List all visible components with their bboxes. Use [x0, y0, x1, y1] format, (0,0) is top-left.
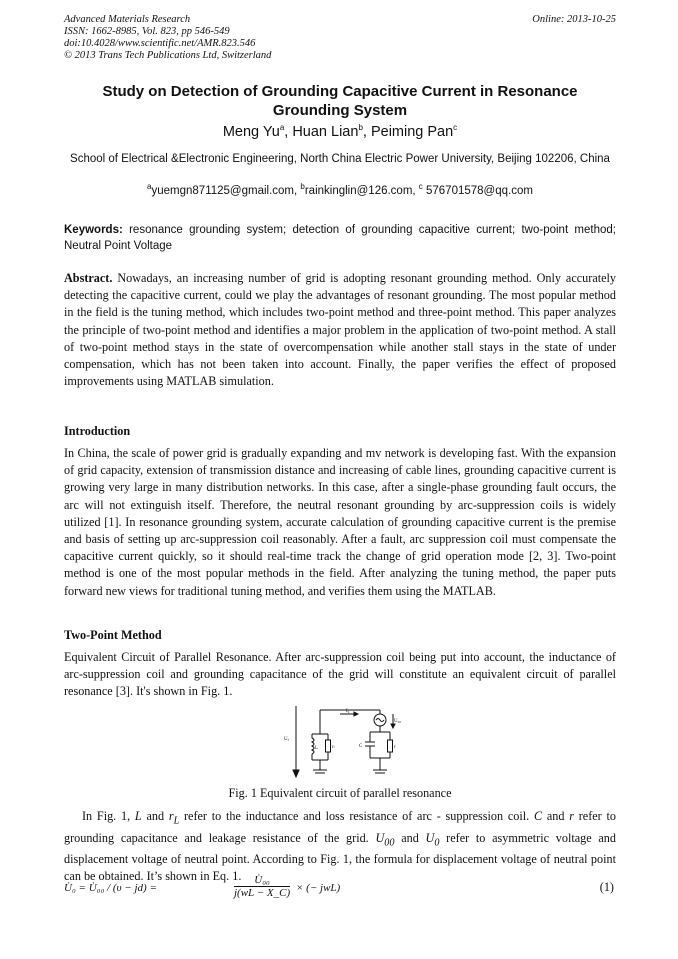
author-list: Meng Yu$^a$, Huan Lian$^b$, Peiming Pan$^c$ [222, 123, 458, 140]
author-name: Meng Yu [222, 124, 280, 140]
section-heading-introduction: Introduction [64, 424, 131, 438]
keywords [64, 222, 616, 254]
label-u00: U₀₀ [394, 719, 402, 724]
equivalent-circuit-figure [280, 700, 410, 782]
title-line-2: Grounding System [272, 102, 408, 119]
online-date: Online: 2013-10-25 [532, 14, 616, 25]
label-rl: rₗ [332, 745, 335, 750]
text-fragment: and [542, 809, 570, 823]
text-fragment: In Fig. 1, [82, 809, 135, 823]
symbol-u0-subscript: 0 [434, 837, 440, 849]
title-line-1: Study on Detection of Grounding Capacitive Current in Resonance [102, 83, 578, 100]
label-l: L [315, 746, 319, 751]
symbol-u00: U [375, 830, 385, 845]
text-fragment: refer to grounding capacitance and leakage resistance of the grid. [64, 809, 616, 845]
author-affil-mark: a [279, 123, 285, 133]
symbol-rl-subscript: L [173, 815, 180, 827]
author-name: Peiming Pan [370, 124, 454, 140]
symbol-u00-subscript: 00 [384, 837, 395, 849]
abstract-text: Nowadays, an increasing number of grid is adopting resonant grounding method. Only accurately detecting the capacitive current, could we play the advantages of resonant grounding. The most popular method in the field is the tuning method, which includes two-point method and three-point method. This paper analyzes the principle of two-point method and identifies a major problem in the application of two-point method. A stall of two-point method stays in the state of overcompensation while another stall stays in the state of under compensation, which has not been taken into account. Finally, the paper verifies the effect of proposed improvements using MATLAB simulation. [64, 271, 616, 389]
equation-rhs: × (− jwL) [296, 882, 341, 894]
text-fragment: refer to the inductance and loss resistance of arc - suppression coil. [179, 809, 534, 823]
equation-numerator: U̇₀₀ [234, 874, 290, 887]
equation-number: (1) [599, 880, 614, 894]
author-affil-mark: b [358, 123, 363, 133]
email-address[interactable]: 576701578@qq.com [426, 185, 533, 197]
label-ux: Uₓ [284, 737, 290, 742]
affiliation: School of Electrical &Electronic Engineering, North China Electric Power University, Beijing 102206, China [70, 153, 610, 165]
journal-doi: doi:10.4028/www.scientific.net/AMR.823.546 [64, 38, 256, 49]
introduction-text: In China, the scale of power grid is gradually expanding and mv network is developing fast. With the expansion of grid capacity, extension of transmission distance and increasing of cable lines, grounding capacitive current is growing very large in many distribution networks. In this case, after a single-phase grounding fault occurs, the arc will not extinguish itself. Therefore, the neutral resonant grounding by arc-suppression coils is widely utilized [1]. In resonance grounding system, accurate calculation of grounding capacitive current is the premise and basis of setting up arc-suppression coil reasonably. After a fault, arc suppression coil must compensate the capacitive current quickly, so it should real-time track the change of grid operation mode [2, 3]. Two-point method is one of the most popular methods in the field. After analyzing the tuning method, the paper puts forward new views for traditional tuning method, and verifies them using the MATLAB. [64, 446, 616, 598]
equation-fraction [234, 874, 290, 899]
abstract [64, 270, 616, 390]
equation-denominator: j(wL − X_C) [234, 887, 291, 899]
figure-caption: Fig. 1 Equivalent circuit of parallel resonance [228, 786, 452, 800]
circuit-diagram [280, 700, 410, 782]
email-address[interactable]: rainkinglin@126.com [304, 185, 413, 197]
symbol-l: L [134, 809, 142, 823]
journal-issn: ISSN: 1662-8985, Vol. 823, pp 546-549 [64, 26, 230, 37]
text-fragment: and [394, 830, 426, 845]
equation-1 [64, 874, 616, 908]
keywords-text: resonance grounding system; detection of grounding capacitive current; two-point method; Neutral Point Voltage [64, 224, 616, 252]
email-list: $^a$yuemgn871125@gmail.com, $^b$rainkinglin@126.com, $^c$ 576701578@qq.com [147, 182, 533, 197]
email-address[interactable]: yuemgn871125@gmail.com [151, 185, 294, 197]
paper-title [64, 82, 616, 120]
equation-lhs: U̇₀ = U̇₀₀ / (υ − jd) = [64, 882, 157, 894]
label-r: r [394, 745, 396, 750]
text-fragment: and [141, 809, 169, 823]
two-point-method-text: Equivalent Circuit of Parallel Resonance. After arc-suppression coil being put into account, the inductance of arc-suppression coil and grounding capacitance of the grid will constitute an equivalent circuit of parallel resonance [3]. It's shown in Fig. 1. [64, 650, 616, 699]
author-name: Huan Lian [292, 124, 359, 140]
text-fragment: refer to asymmetric voltage and displacement voltage of neutral point. According to Fig. 1, the formula for displacement voltage of neutral point can be obtained. It’s shown in Eq. 1. [64, 830, 616, 884]
email-mark: a [147, 182, 152, 192]
email-mark: c [418, 182, 423, 192]
label-i0: I₀ [346, 709, 350, 714]
symbol-u0: U [425, 830, 435, 845]
label-c: C [359, 744, 363, 749]
symbol-c: C [533, 809, 543, 823]
journal-name: Advanced Materials Research [64, 14, 191, 25]
symbol-r: r [569, 809, 574, 823]
keywords-label: Keywords: [64, 224, 123, 236]
email-mark: b [300, 182, 305, 192]
section-heading-two-point-method: Two-Point Method [64, 628, 162, 642]
journal-header [64, 14, 616, 62]
journal-copyright: © 2013 Trans Tech Publications Ltd, Switzerland [64, 50, 272, 61]
author-affil-mark: c [453, 123, 458, 133]
abstract-label: Abstract. [64, 271, 113, 285]
symbol-rl: r [168, 809, 174, 823]
